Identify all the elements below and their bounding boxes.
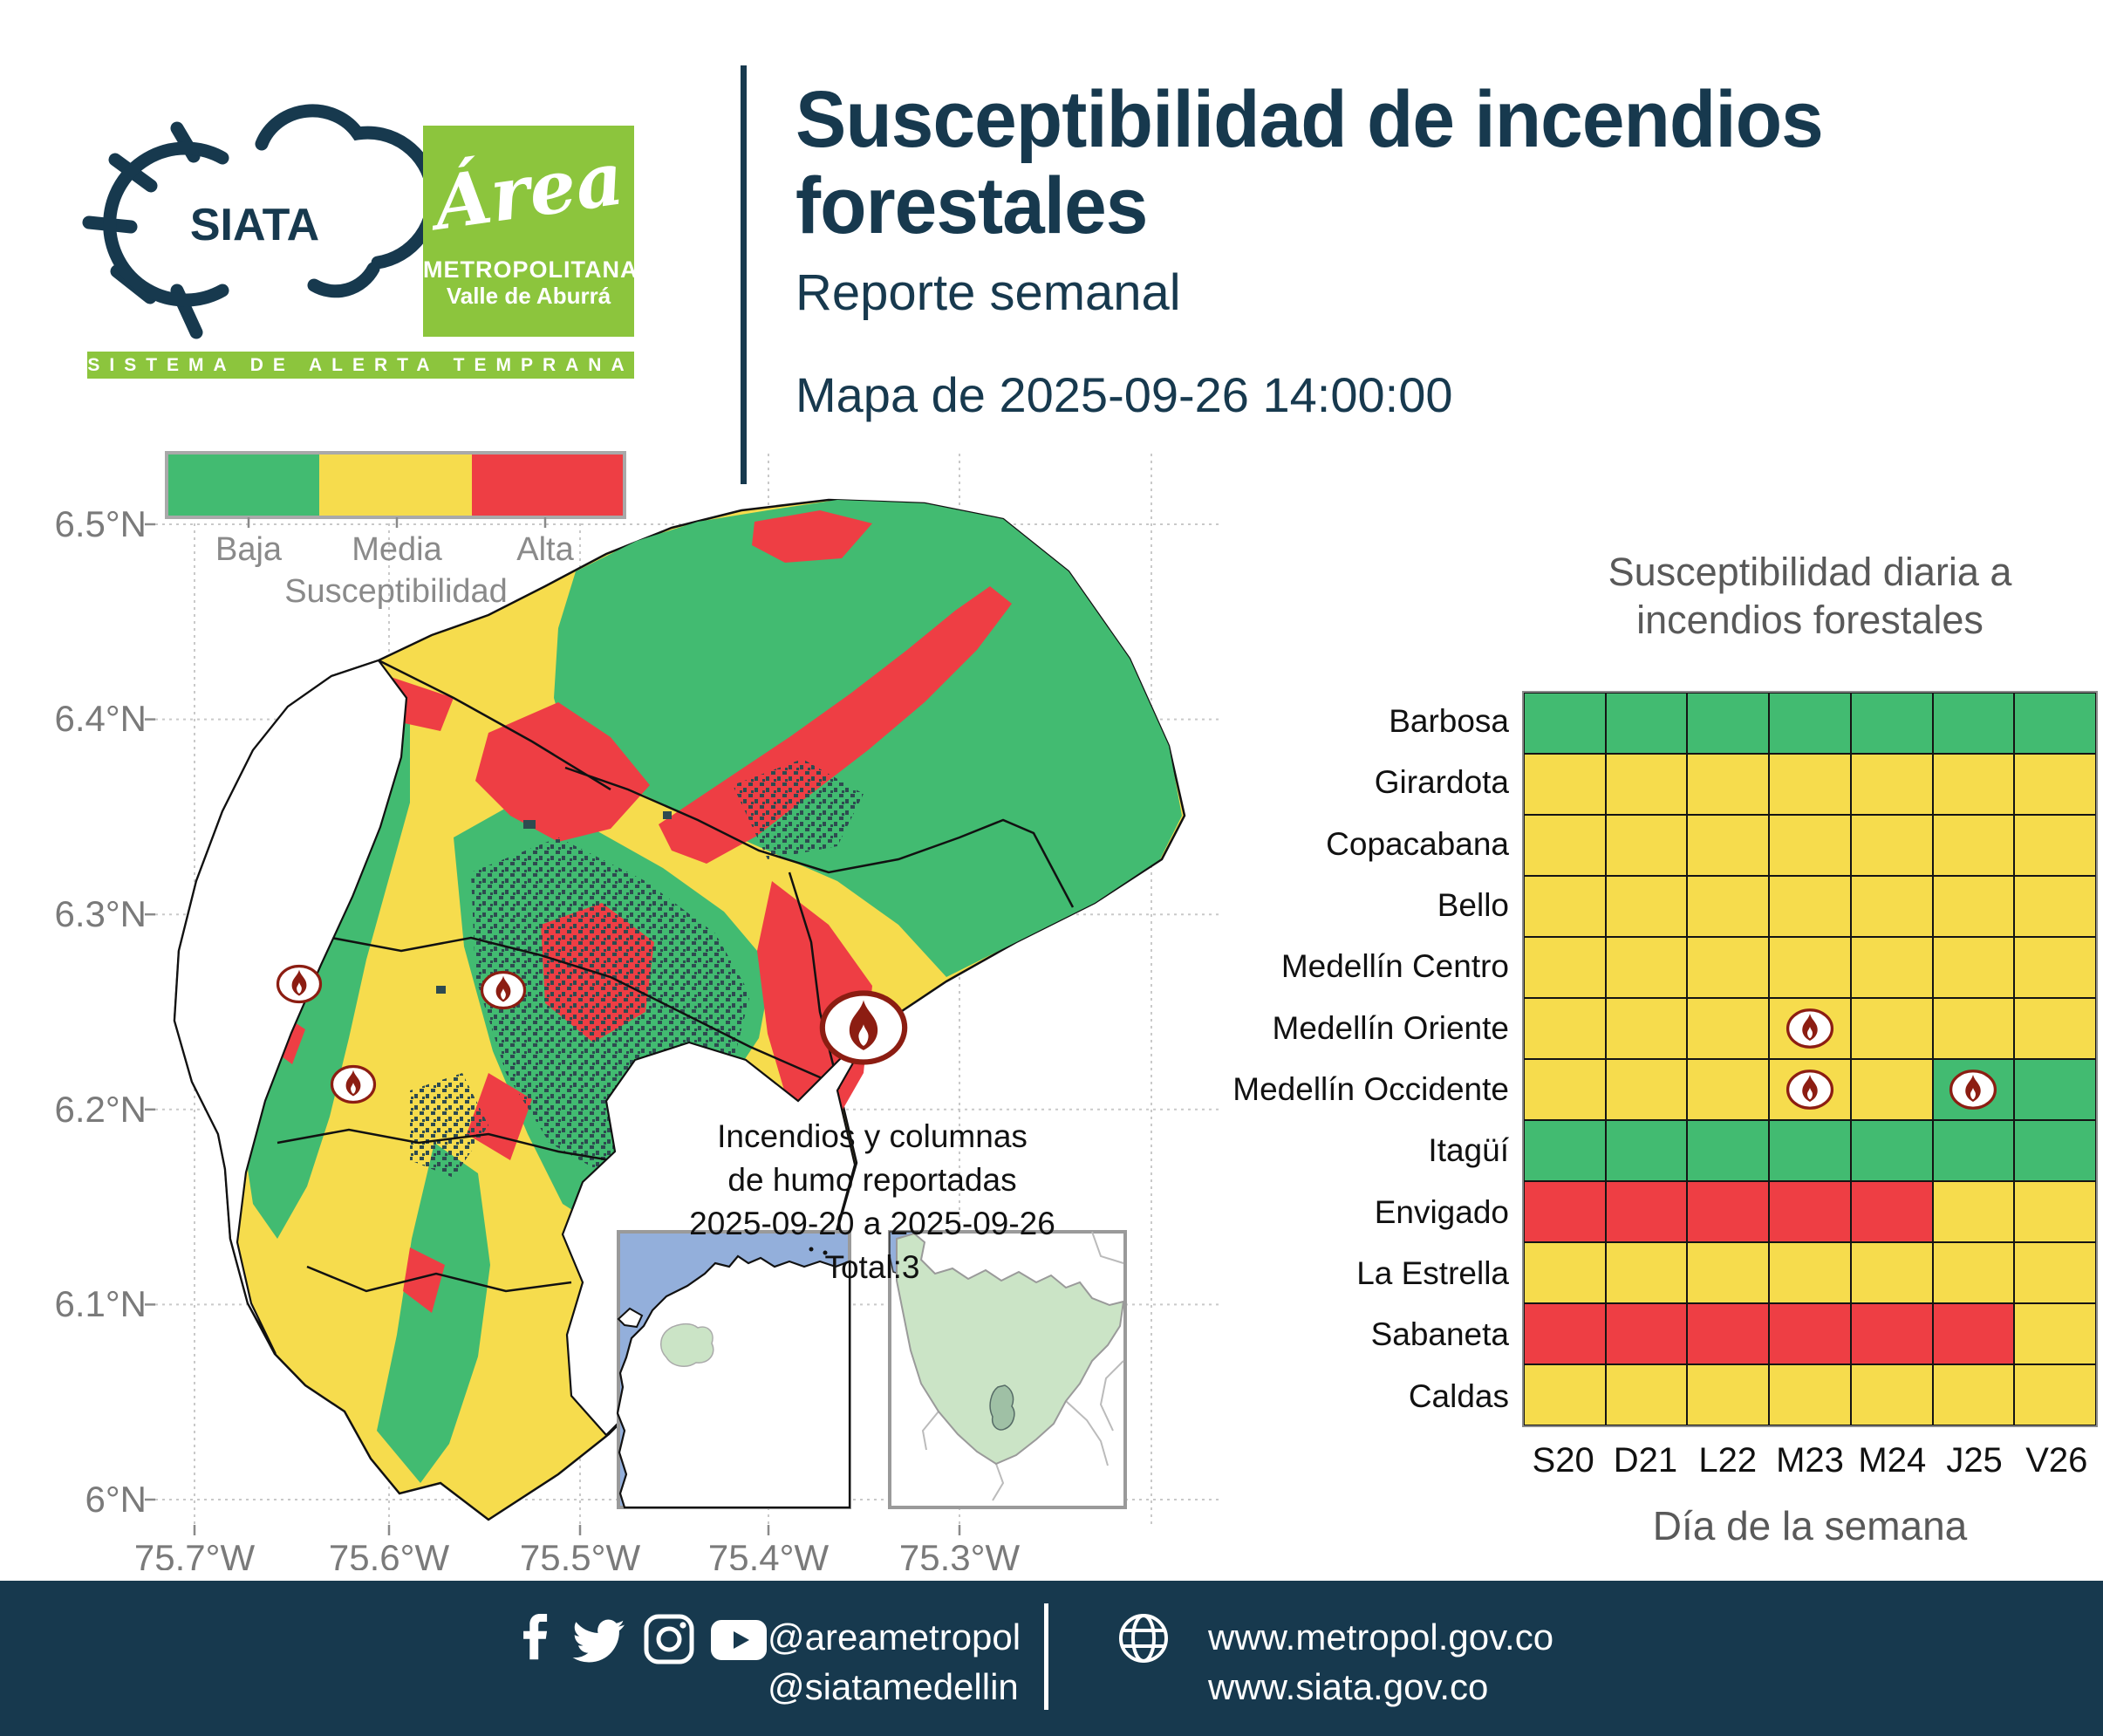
heatmap-cell xyxy=(1524,1242,1606,1303)
heatmap-cell xyxy=(1524,754,1606,815)
heatmap-cell xyxy=(2014,1120,2096,1181)
report-subtitle: Reporte semanal xyxy=(795,264,1181,321)
fire-note-line2: de humo reportadas xyxy=(727,1162,1017,1198)
heatmap-cell xyxy=(1851,937,1933,998)
heatmap-cell xyxy=(1687,876,1769,937)
heatmap-cell xyxy=(1933,1059,2015,1120)
heatmap-cell xyxy=(2014,693,2096,754)
row-label: Bello xyxy=(1437,886,1509,923)
heatmap-cell xyxy=(1687,1059,1769,1120)
row-label: Caldas xyxy=(1408,1377,1509,1414)
heatmap-cell xyxy=(1769,815,1851,876)
heatmap-cell xyxy=(1851,876,1933,937)
area-logo-script: Área xyxy=(428,134,629,247)
heatmap-cell xyxy=(1687,693,1769,754)
heatmap-cell xyxy=(1933,1303,2015,1364)
fire-event-icon xyxy=(1786,1069,1834,1111)
inset-valle-de-aburra xyxy=(990,1385,1014,1430)
x-tick-label: M23 xyxy=(1776,1441,1844,1480)
heatmap-cell xyxy=(1687,815,1769,876)
title-line1: Susceptibilidad de incendios xyxy=(795,75,1823,164)
heatmap-cell xyxy=(2014,998,2096,1059)
facebook-icon[interactable] xyxy=(516,1614,560,1664)
heatmap-cell xyxy=(1851,1181,1933,1242)
heatmap-cell xyxy=(1769,937,1851,998)
chart-x-axis-title: Día de la semana xyxy=(1652,1503,1968,1548)
heatmap-cell xyxy=(1851,1303,1933,1364)
siata-logo xyxy=(61,83,427,353)
fire-summary-icon xyxy=(823,994,905,1063)
heatmap-cell xyxy=(1687,937,1769,998)
lon-tick: 75.6°W xyxy=(328,1537,450,1570)
heatmap-cell xyxy=(1687,1242,1769,1303)
twitter-icon[interactable] xyxy=(571,1619,625,1664)
siata-banner: SISTEMA DE ALERTA TEMPRANA xyxy=(87,352,634,379)
heatmap-cell xyxy=(2014,754,2096,815)
fire-marker-icon xyxy=(278,967,321,1002)
heatmap-cell xyxy=(2014,1059,2096,1120)
heatmap-cell xyxy=(1606,1120,1688,1181)
heatmap-cell xyxy=(1606,998,1688,1059)
row-label: La Estrella xyxy=(1356,1254,1509,1291)
heatmap-cell xyxy=(1524,937,1606,998)
heatmap-cell xyxy=(1933,1364,2015,1425)
lat-tick: 6°N xyxy=(85,1479,147,1520)
heatmap-cell xyxy=(1524,1120,1606,1181)
heatmap-cell xyxy=(1851,1059,1933,1120)
lat-tick: 6.5°N xyxy=(54,503,147,544)
heatmap-cell xyxy=(1606,876,1688,937)
lon-tick: 75.3°W xyxy=(898,1537,1021,1570)
heatmap-cell xyxy=(1933,1181,2015,1242)
lat-tick: 6.4°N xyxy=(54,698,147,739)
social-handles xyxy=(768,1612,1055,1712)
heatmap-cell xyxy=(1851,1364,1933,1425)
globe-icon xyxy=(1117,1612,1170,1664)
lat-tick: 6.2°N xyxy=(54,1089,147,1130)
heatmap-cell xyxy=(1933,1120,2015,1181)
heatmap-cell xyxy=(1687,1364,1769,1425)
heatmap-cell xyxy=(1769,1120,1851,1181)
heatmap-cell xyxy=(1769,1181,1851,1242)
row-label: Medellín Centro xyxy=(1280,948,1509,985)
heatmap-cell xyxy=(1606,815,1688,876)
lon-tick: 75.5°W xyxy=(519,1537,641,1570)
lat-tick: 6.1°N xyxy=(54,1283,147,1324)
heatmap-cell xyxy=(1606,1242,1688,1303)
heatmap-cell xyxy=(1933,815,2015,876)
heatmap-cell xyxy=(1524,1181,1606,1242)
chart-title xyxy=(1522,548,2098,644)
heatmap-cell xyxy=(1524,1364,1606,1425)
heatmap-cell xyxy=(1851,998,1933,1059)
susceptibility-grid xyxy=(1522,691,2098,1427)
legend-label-media: Media xyxy=(352,531,442,568)
fire-marker-icon xyxy=(332,1067,375,1103)
footer-divider xyxy=(1044,1603,1048,1710)
fire-report-note xyxy=(611,1115,1134,1289)
x-tick-label: V26 xyxy=(2025,1441,2088,1480)
heatmap-cell xyxy=(1769,754,1851,815)
map-date: Mapa de 2025-09-26 14:00:00 xyxy=(795,367,1453,422)
handle-siatamedellin[interactable]: @siatamedellin xyxy=(768,1666,1019,1707)
x-tick-label: D21 xyxy=(1613,1441,1678,1480)
row-label: Sabaneta xyxy=(1370,1316,1509,1353)
heatmap-cell xyxy=(1606,1181,1688,1242)
heatmap-cell xyxy=(1769,876,1851,937)
chart-x-labels xyxy=(1522,1441,2098,1480)
area-metropolitana-logo xyxy=(423,126,638,337)
heatmap-cell xyxy=(1687,1303,1769,1364)
heatmap-cell xyxy=(1606,693,1688,754)
heatmap-cell xyxy=(1769,1242,1851,1303)
heatmap-cell xyxy=(1769,1364,1851,1425)
heatmap-cell xyxy=(1851,1242,1933,1303)
url-metropol[interactable]: www.metropol.gov.co xyxy=(1208,1616,1554,1657)
heatmap-cell xyxy=(1524,815,1606,876)
legend-label-baja: Baja xyxy=(215,531,283,568)
x-tick-label: L22 xyxy=(1698,1441,1758,1480)
heatmap-cell xyxy=(1933,937,2015,998)
page-title xyxy=(795,77,2038,249)
heatmap-cell xyxy=(1933,754,2015,815)
heatmap-cell xyxy=(1769,998,1851,1059)
fire-event-icon xyxy=(1786,1008,1834,1049)
websites xyxy=(1208,1612,1819,1712)
heatmap-cell xyxy=(1933,693,2015,754)
heatmap-cell xyxy=(1606,937,1688,998)
fire-note-line1: Incendios y columnas xyxy=(717,1118,1028,1154)
lon-tick: 75.4°W xyxy=(707,1537,830,1570)
heatmap-cell xyxy=(1933,998,2015,1059)
siata-logo-text: SIATA xyxy=(189,200,320,250)
heatmap-cell xyxy=(1524,693,1606,754)
heatmap-cell xyxy=(1524,1059,1606,1120)
heatmap-cell xyxy=(2014,1303,2096,1364)
heatmap-cell xyxy=(1851,1120,1933,1181)
fire-note-line3: 2025-09-20 a 2025-09-26 xyxy=(689,1206,1055,1241)
heatmap-cell xyxy=(1687,1120,1769,1181)
heatmap-cell xyxy=(1687,1181,1769,1242)
heatmap-cell xyxy=(1687,754,1769,815)
lat-tick: 6.3°N xyxy=(54,893,147,934)
heatmap-cell xyxy=(2014,1181,2096,1242)
chart-title-line1: Susceptibilidad diaria a xyxy=(1608,550,2012,594)
inset-antioquia-highlight xyxy=(661,1324,714,1367)
heatmap-cell xyxy=(1524,998,1606,1059)
heatmap-cell xyxy=(1933,1242,2015,1303)
x-tick-label: S20 xyxy=(1532,1441,1594,1480)
heatmap-cell xyxy=(1606,1303,1688,1364)
chart-title-line2: incendios forestales xyxy=(1636,598,1984,642)
heatmap-cell xyxy=(1769,1303,1851,1364)
heatmap-cell xyxy=(1687,998,1769,1059)
heatmap-cell xyxy=(2014,1364,2096,1425)
heatmap-cell xyxy=(1851,815,1933,876)
row-label: Medellín Occidente xyxy=(1232,1070,1509,1107)
fire-marker-icon xyxy=(482,973,525,1008)
heatmap-cell xyxy=(2014,1242,2096,1303)
heatmap-cell xyxy=(1524,876,1606,937)
heatmap-cell xyxy=(2014,815,2096,876)
heatmap-cell xyxy=(1524,1303,1606,1364)
area-logo-line2: METROPOLITANA xyxy=(423,256,638,283)
x-tick-label: M24 xyxy=(1858,1441,1927,1480)
row-label: Girardota xyxy=(1374,764,1509,801)
legend-label-alta: Alta xyxy=(516,531,574,568)
row-label: Itagüí xyxy=(1428,1132,1509,1169)
legend-title: Susceptibilidad xyxy=(284,573,508,610)
row-label: Barbosa xyxy=(1389,703,1509,739)
heatmap-cell xyxy=(1606,754,1688,815)
fire-event-icon xyxy=(1949,1069,1997,1111)
heatmap-cell xyxy=(1606,1364,1688,1425)
youtube-icon[interactable] xyxy=(711,1620,767,1660)
url-siata[interactable]: www.siata.gov.co xyxy=(1208,1666,1489,1707)
instagram-icon[interactable] xyxy=(644,1614,694,1664)
x-tick-label: J25 xyxy=(1946,1441,2003,1480)
lon-tick: 75.7°W xyxy=(133,1537,256,1570)
heatmap-cell xyxy=(1606,1059,1688,1120)
row-label: Envigado xyxy=(1374,1193,1509,1230)
heatmap-cell xyxy=(2014,876,2096,937)
fire-note-total: Total:3 xyxy=(824,1249,920,1285)
heatmap-cell xyxy=(1769,693,1851,754)
heatmap-cell xyxy=(1851,693,1933,754)
handle-areametropol[interactable]: @areametropol xyxy=(768,1616,1021,1657)
heatmap-cell xyxy=(1851,754,1933,815)
title-line2: forestales xyxy=(795,161,1148,250)
row-label: Copacabana xyxy=(1326,825,1509,862)
row-label: Medellín Oriente xyxy=(1272,1009,1509,1046)
heatmap-cell xyxy=(1769,1059,1851,1120)
chart-row-labels xyxy=(1160,691,1509,1427)
susceptibility-map xyxy=(0,384,1256,1570)
area-logo-line3: Valle de Aburrá xyxy=(446,283,611,309)
heatmap-cell xyxy=(1933,876,2015,937)
heatmap-cell xyxy=(2014,937,2096,998)
